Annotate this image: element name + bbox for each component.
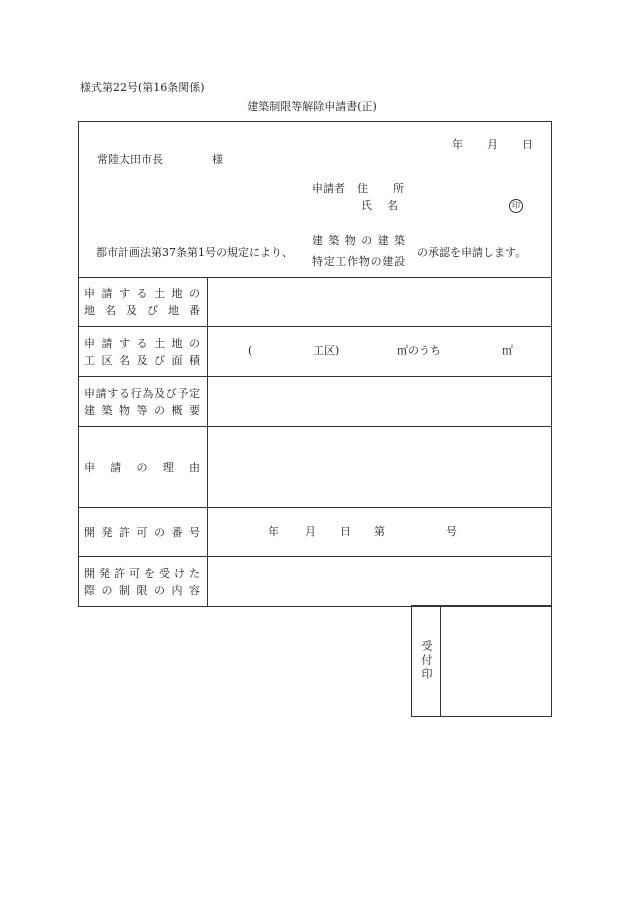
row-label-line: 工 区 名 及 び 面 積 (84, 353, 200, 367)
table-row-permit-restrictions (79, 556, 551, 606)
permit-day-label: 日 (340, 525, 351, 538)
row-label-line: 開 発 許 可 の 番 号 (84, 525, 200, 539)
permit-number-value (208, 508, 551, 556)
seal-mark: 印 (509, 199, 523, 213)
table-row-land-location (79, 277, 551, 326)
row-label (79, 508, 208, 556)
reason-value (208, 427, 551, 507)
land-location-value (208, 278, 551, 326)
form-number: 様式第22号(第16条関係) (80, 81, 205, 94)
statement-prefix: 都市計画法第37条第1号の規定により、 (96, 246, 293, 259)
address-label: 住 所 (357, 182, 404, 195)
table-row-reason (79, 426, 551, 507)
date-day-label: 日 (522, 138, 533, 151)
applicant-label: 申請者 (312, 182, 345, 195)
row-label-line: 地 名 及 び 地 番 (84, 304, 200, 317)
open-paren: ( (248, 344, 253, 357)
permit-month-label: 月 (305, 525, 316, 538)
ward-label: 工区) (313, 344, 340, 357)
row-label (79, 278, 208, 326)
planned-action-value (208, 377, 551, 426)
statement-suffix: の承認を申請します。 (417, 246, 527, 259)
addressee: 常陸太田市長 (97, 153, 163, 166)
permit-restrictions-value (208, 557, 551, 606)
row-label (79, 557, 208, 606)
receipt-stamp-box (411, 605, 552, 717)
permit-number-prefix: 第 (374, 525, 385, 538)
date-month-label: 月 (487, 138, 498, 151)
header-cell (79, 122, 551, 277)
row-label-line: 開 発 許 可 を 受 け た (84, 566, 200, 580)
receipt-label: 受付印 (420, 640, 433, 682)
table-row-land-area (79, 326, 551, 376)
addressee-suffix: 様 (212, 153, 223, 166)
area-unit-label: ㎡ (502, 344, 513, 357)
row-label-line: 際 の 制 限 の 内 容 (84, 583, 200, 597)
row-label-line: 申 請 の 理 由 (84, 460, 200, 474)
row-label-line: 建 築 物 等 の 概 要 (84, 403, 200, 417)
option-structure: 特定工作物の建設 (312, 255, 405, 268)
row-label-line: 申 請 す る 土 地 の (84, 287, 200, 300)
option-building: 建 築 物 の 建 築 (312, 234, 405, 247)
row-label-line: 申請する行為及び予定 (84, 386, 200, 400)
permit-year-label: 年 (268, 525, 279, 538)
row-label (79, 327, 208, 376)
date-year-label: 年 (452, 138, 463, 151)
table-row-planned-action (79, 376, 551, 426)
form-title: 建築制限等解除申請書(正) (247, 100, 377, 113)
permit-number-suffix: 号 (446, 525, 457, 538)
row-label (79, 427, 208, 507)
name-label: 氏 名 (361, 199, 398, 212)
table-row-permit-number (79, 507, 551, 556)
land-area-value (208, 327, 551, 376)
receipt-stamp-area (441, 606, 551, 716)
row-label-line: 申 請 す る 土 地 の (84, 336, 200, 350)
area-of-label: ㎡のうち (397, 344, 441, 357)
application-table (78, 121, 552, 607)
row-label (79, 377, 208, 426)
receipt-label-cell (412, 606, 441, 716)
